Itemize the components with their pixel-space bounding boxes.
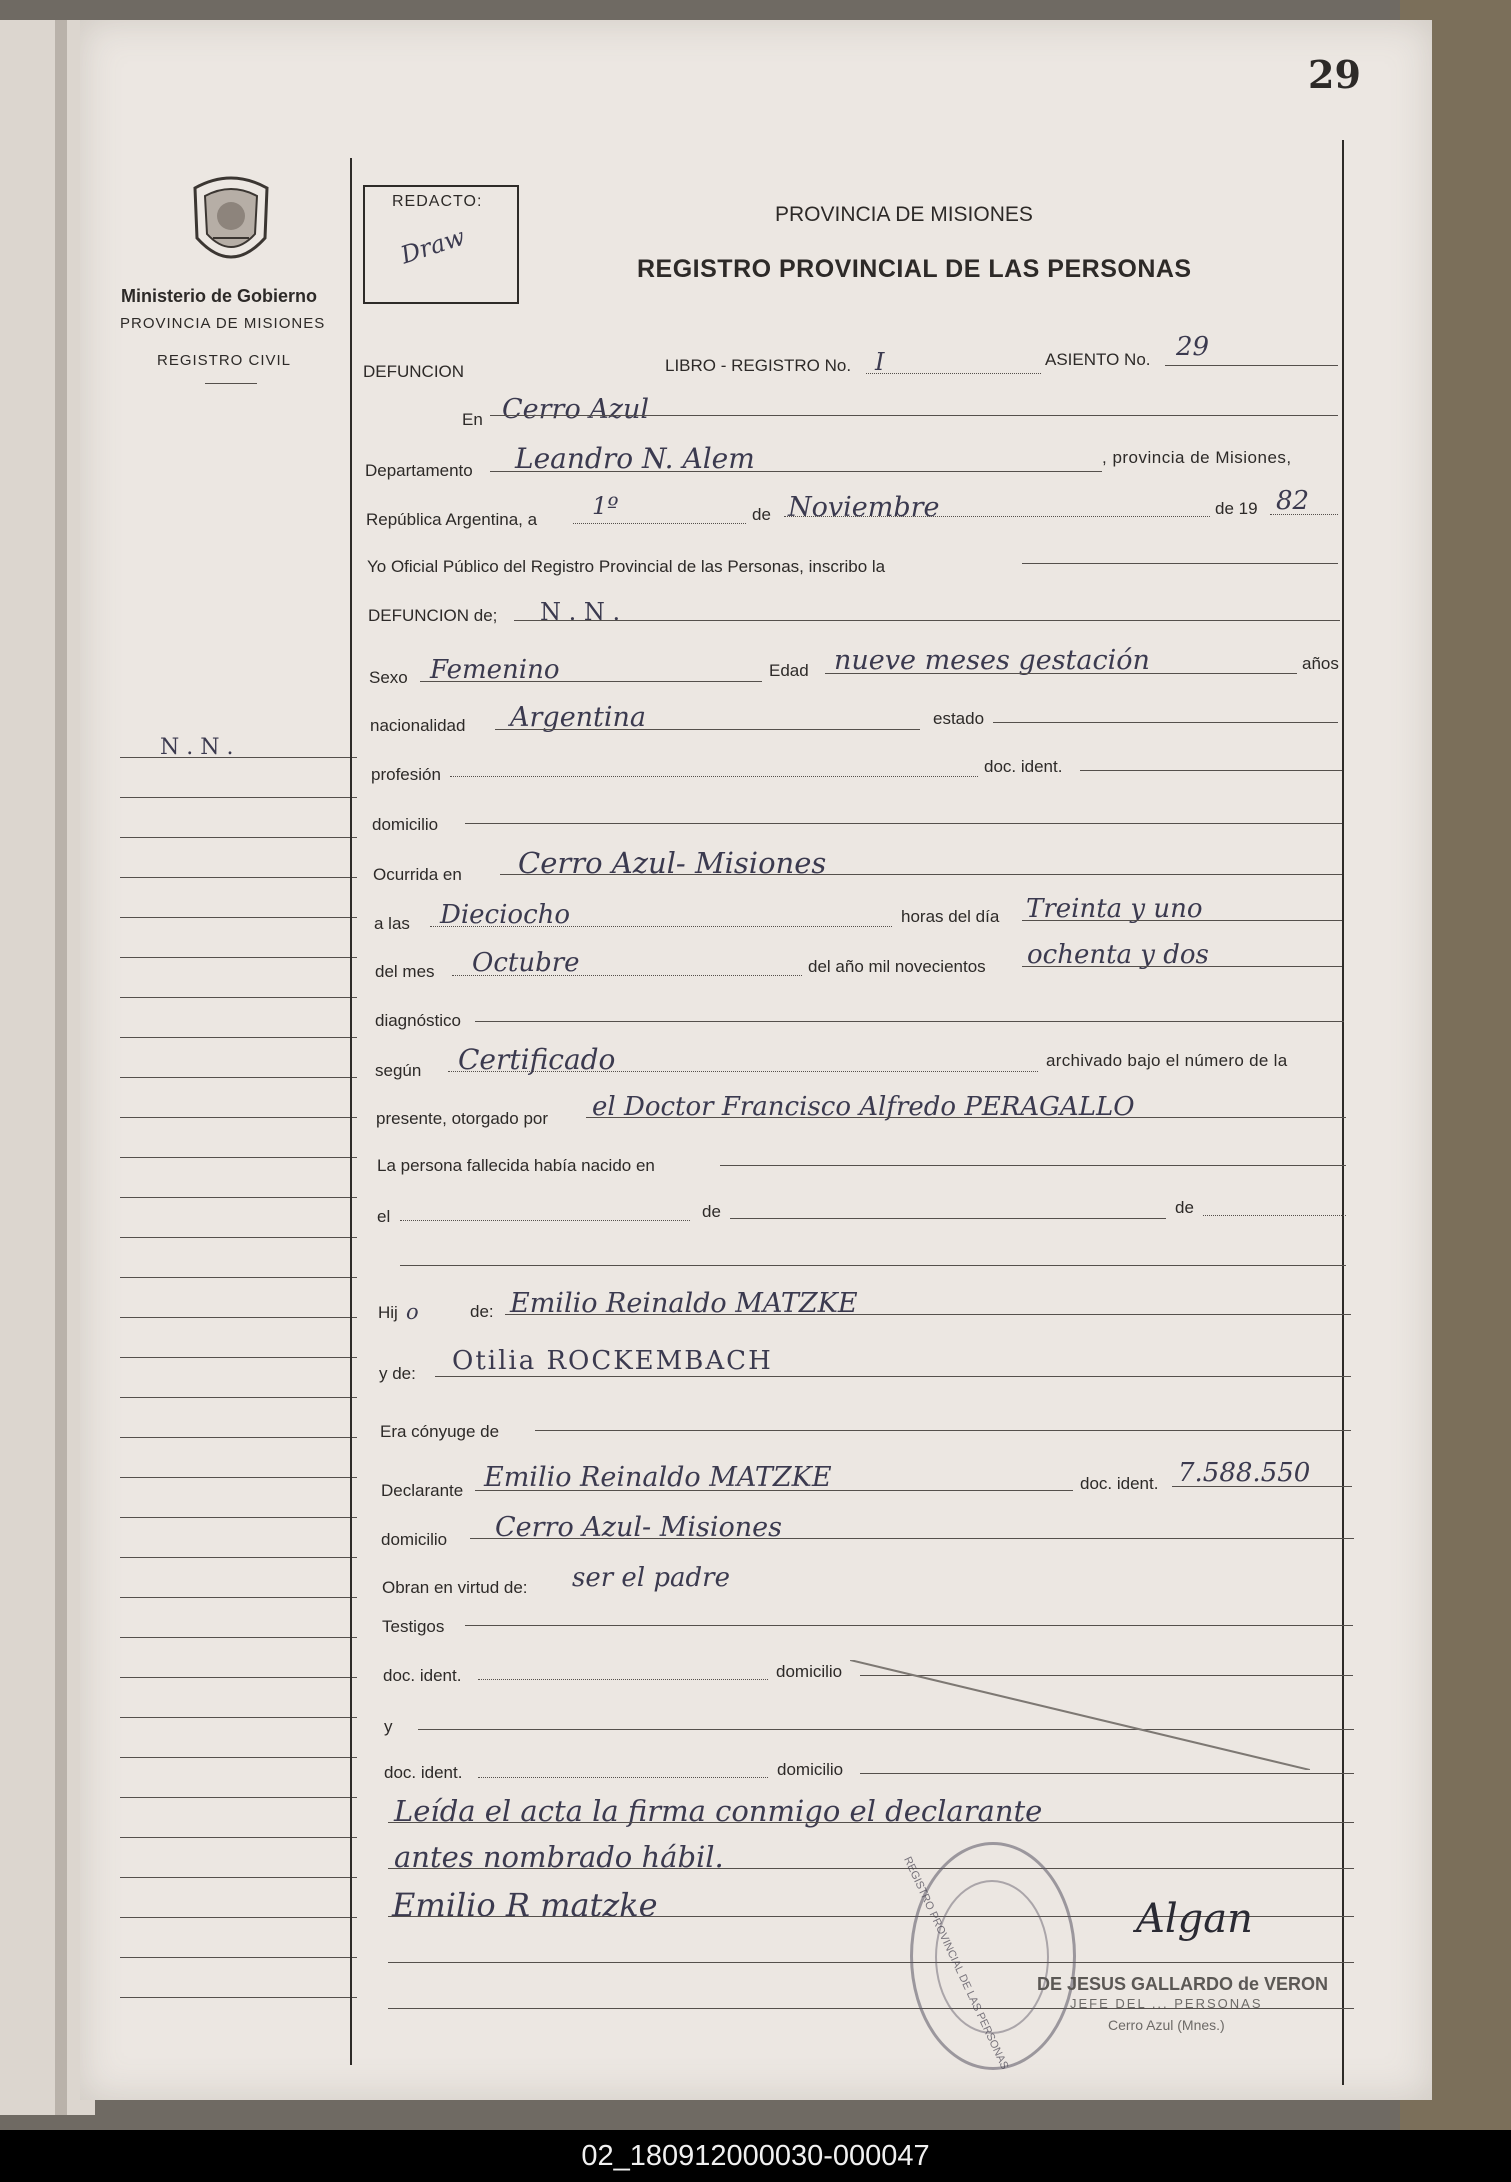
delmes-line [452,975,802,976]
diagnostico-label: diagnóstico [375,1011,462,1030]
footer-filename: 02_180912000030-000047 [581,2140,930,2172]
el-line [400,1220,690,1221]
alas-line [430,926,892,927]
ocurrida-value: Cerro Azul- Misiones [518,846,827,880]
margin-line [120,1997,357,1998]
libro-label: LIBRO - REGISTRO No. [665,356,852,375]
margin-line [120,957,357,958]
dia-line [573,523,746,524]
nacionalidad-value: Argentina [510,702,647,733]
margin-line [120,1557,357,1558]
en-value: Cerro Azul [502,394,650,425]
declarante-doc-line [1172,1486,1352,1487]
horas-value: Treinta y uno [1026,894,1203,924]
declarante-doc-value: 7.588.550 [1178,1458,1311,1488]
margin-line [120,877,357,878]
declarante-doc-label: doc. ident. [1080,1474,1159,1493]
libro-line [866,373,1041,374]
profesion-label: profesión [371,765,441,784]
margin-line [120,757,357,758]
domicilio-label: domicilio [372,815,439,834]
notes-line1: Leída el acta la firma conmigo el declarante [394,1794,1043,1828]
nacionalidad-label: nacionalidad [370,716,466,735]
ministry-name: Ministerio de Gobierno [121,286,318,306]
blank-line [400,1265,1346,1266]
diagnostico-line [475,1021,1344,1022]
margin-line [120,1077,357,1078]
officer-place: Cerro Azul (Mnes.) [1108,2017,1225,2033]
margin-line [120,1837,357,1838]
archivado-label: archivado bajo el número de la [1046,1051,1288,1070]
doc1-line [478,1679,768,1680]
doc2-label: doc. ident. [384,1763,463,1782]
declarante-value: Emilio Reinaldo MATZKE [484,1462,832,1493]
sexo-line [420,681,762,682]
signature-officer: Algan [1136,1896,1253,1942]
sexo-label: Sexo [369,668,408,687]
segun-label: según [375,1061,422,1080]
presente-label: presente, otorgado por [376,1109,549,1128]
mes-line [784,516,1210,517]
departamento-value: Leandro N. Alem [515,442,755,475]
doc1-label: doc. ident. [383,1666,462,1685]
margin-line [120,1317,357,1318]
ministry-underline [205,383,257,384]
left-vertical-rule [350,158,352,2065]
signature-declarante: Emilio R matzke [392,1886,658,1924]
obran-label: Obran en virtud de: [382,1578,528,1597]
libro-value: I [875,348,885,376]
ocurrida-line [500,874,1342,875]
hijo-de-label: de: [470,1302,494,1321]
coat-of-arms-icon [185,168,277,278]
yde-label: y de: [379,1364,416,1383]
margin-line [120,1117,357,1118]
el-de-label: de [702,1202,721,1221]
estado-label: estado [933,709,985,728]
margin-line [120,1277,357,1278]
en-label: En [462,410,483,429]
officer-title: JEFE DEL ... PERSONAS [1070,1996,1263,2011]
edad-value: nueve meses gestación [834,645,1150,676]
redacto-label: REDACTO: [392,193,483,210]
left-page-edge [55,20,67,2115]
notes-rule2 [388,1868,1354,1869]
margin-line [120,1437,357,1438]
profesion-line [450,776,978,777]
ministry-registro: REGISTRO CIVIL [157,352,292,369]
right-vertical-rule [1342,140,1344,2085]
provincia-text: , provincia de Misiones, [1102,448,1292,467]
segun-value: Certificado [458,1043,616,1076]
de19-label: de 19 [1215,499,1258,518]
horas-line [1022,920,1342,921]
hijo-suffix: o [406,1300,419,1324]
delanio-value: ochenta y dos [1027,940,1209,970]
alas-label: a las [374,914,410,933]
notes-rule4 [388,1962,1354,1963]
asiento-value: 29 [1176,332,1210,362]
header-province: PROVINCIA DE MISIONES [775,203,1033,226]
declarante-dom-line [470,1538,1354,1539]
anio-value: 82 [1276,486,1310,516]
official-seal-text: REGISTRO PROVINCIAL DE LAS PERSONAS [901,1855,1011,2072]
ocurrida-label: Ocurrida en [373,865,462,884]
de-label: de [752,505,771,524]
edad-line [825,673,1297,674]
margin-line [120,837,357,838]
hijo-line [505,1314,1351,1315]
estado-line [993,722,1338,723]
declarante-dom-value: Cerro Azul- Misiones [495,1512,782,1543]
margin-line [120,1157,357,1158]
nacionalidad-line [495,729,920,730]
asiento-label: ASIENTO No. [1045,350,1151,369]
asiento-line [1165,365,1338,366]
margin-line [120,1517,357,1518]
defuncion-de-value: N . N . [540,598,621,626]
margin-line [120,1957,357,1958]
margin-line [120,1397,357,1398]
conyuge-line [535,1430,1351,1431]
margin-name: N . N . [160,735,234,760]
margin-line [120,1757,357,1758]
alas-value: Dieciocho [440,900,571,930]
margin-line [120,1637,357,1638]
margin-line [120,1677,357,1678]
margin-line [120,917,357,918]
margin-line [120,1917,357,1918]
anio-line [1270,514,1338,515]
declarante-line [475,1490,1073,1491]
page-number: 29 [1308,52,1361,97]
margin-line [120,1717,357,1718]
horas-label: horas del día [901,907,1000,926]
margin-line [120,1597,357,1598]
header-registry: REGISTRO PROVINCIAL DE LAS PERSONAS [637,255,1192,283]
sexo-value: Femenino [430,655,560,685]
margin-line [120,997,357,998]
edad-label: Edad [769,661,809,680]
segun-line [448,1071,1038,1072]
doc2-line [478,1777,768,1778]
el-label: el [377,1207,391,1226]
redacto-value: Draw [397,222,469,270]
en-line [490,415,1338,416]
obran-value: ser el padre [572,1563,730,1593]
margin-line [120,1037,357,1038]
hijo-label: Hij [378,1303,398,1322]
mes-value: Noviembre [788,492,940,523]
defuncion-de-line [514,620,1340,621]
y-label: y [384,1717,393,1736]
declarante-dom-label: domicilio [381,1530,448,1549]
presente-value: el Doctor Francisco Alfredo PERAGALLO [592,1092,1135,1122]
margin-line [120,797,357,798]
notes-rule1 [388,1822,1354,1823]
dom1-label: domicilio [776,1662,843,1681]
dom2-line [860,1773,1354,1774]
defuncion-de-label: DEFUNCION de; [368,606,498,625]
oficial-line [1022,563,1338,564]
el-de2-label: de [1175,1198,1194,1217]
anos-label: años [1302,654,1339,673]
ministry-province: PROVINCIA DE MISIONES [120,315,326,332]
domicilio-line [465,823,1342,824]
officer-name: DE JESUS GALLARDO de VERON [1037,1974,1329,1994]
profesion-docident-label: doc. ident. [984,757,1063,776]
dom2-label: domicilio [777,1760,844,1779]
el-de2-line [1203,1215,1346,1216]
yde-value: Otilia ROCKEMBACH [452,1346,773,1376]
delanio-line [1022,966,1342,967]
profesion-docident-line [1080,770,1342,771]
republica-label: República Argentina, a [366,510,538,529]
margin-line [120,1797,357,1798]
margin-line [120,1237,357,1238]
dia-value: 1º [592,492,619,520]
presente-line [586,1117,1346,1118]
el-de-line [730,1218,1166,1219]
oficial-text: Yo Oficial Público del Registro Provincial de las Personas, inscribo la [367,557,886,576]
strike-line [850,1660,1310,1770]
delmes-value: Octubre [472,948,580,978]
defuncion-label: DEFUNCION [363,362,465,381]
departamento-label: Departamento [365,461,473,480]
conyuge-label: Era cónyuge de [380,1422,500,1441]
hijo-de-value: Emilio Reinaldo MATZKE [510,1288,858,1319]
departamento-line [490,471,1102,472]
margin-line [120,1877,357,1878]
testigos-label: Testigos [382,1617,445,1636]
delanio-label: del año mil novecientos [808,957,986,976]
nacido-line [720,1165,1346,1166]
delmes-label: del mes [375,962,435,981]
yde-line [435,1376,1351,1377]
margin-line [120,1197,357,1198]
testigos-line [465,1625,1353,1626]
declarante-label: Declarante [381,1481,464,1500]
nacido-label: La persona fallecida había nacido en [377,1156,655,1175]
notes-line2: antes nombrado hábil. [394,1840,724,1874]
margin-line [120,1477,357,1478]
margin-line [120,1357,357,1358]
